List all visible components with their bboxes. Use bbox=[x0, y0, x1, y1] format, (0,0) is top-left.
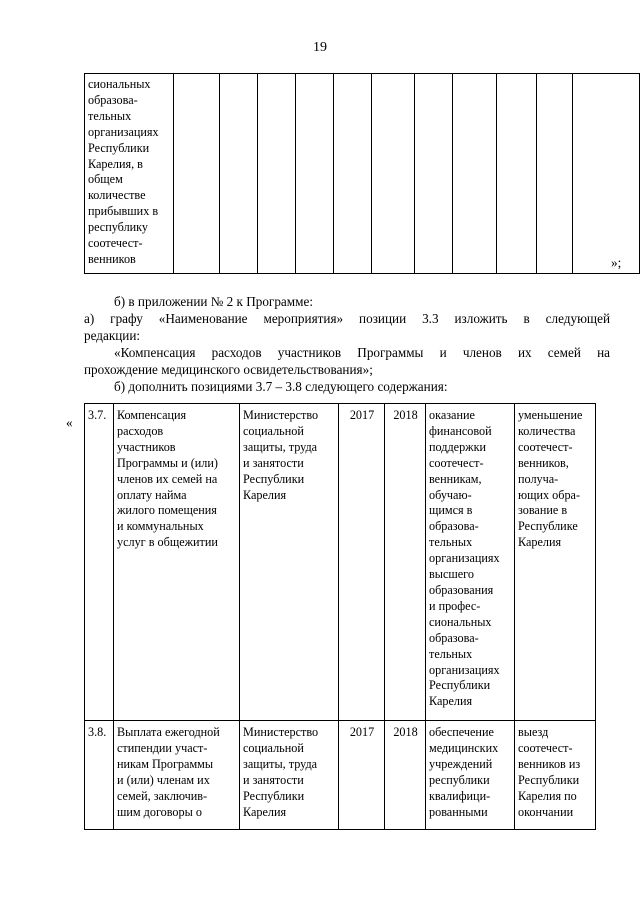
table-cell-empty bbox=[497, 74, 537, 274]
start-year: 2017 bbox=[339, 404, 385, 721]
closing-quote: »; bbox=[611, 255, 622, 270]
position-number: 3.8. bbox=[85, 721, 114, 830]
cell-line: тельных bbox=[429, 646, 473, 661]
table-row bbox=[85, 74, 640, 274]
cell-line: тельных bbox=[88, 108, 132, 123]
table-cell-empty bbox=[173, 74, 220, 274]
cell-line: Карелия bbox=[429, 694, 473, 709]
cell-line: республику bbox=[88, 220, 149, 235]
cell-line: образова- bbox=[429, 519, 479, 534]
continuation-table bbox=[84, 73, 640, 274]
cell-line: защиты, труда bbox=[243, 756, 318, 771]
cell-line: шим договоры о bbox=[117, 804, 202, 819]
cell-line: Компенсация bbox=[117, 408, 187, 422]
cell-line: обеспечение bbox=[429, 725, 494, 739]
cell-line: социальной bbox=[243, 423, 304, 438]
executor bbox=[240, 721, 339, 830]
cell-line: организациях bbox=[88, 124, 159, 139]
cell-line: зование в bbox=[518, 503, 568, 518]
cell-line: Выплата ежегодной bbox=[117, 725, 220, 739]
cell-line: щимся в bbox=[429, 503, 473, 518]
cell-line: Республики bbox=[88, 140, 150, 155]
opening-quote: « bbox=[66, 415, 73, 430]
cell-line: Республики bbox=[429, 678, 491, 693]
cell-line: и занятости bbox=[243, 772, 304, 787]
cell-line: Министерство bbox=[243, 725, 319, 739]
paragraph-quote-line: прохождение медицинского освидетельствования»; bbox=[84, 362, 373, 377]
cell-line: соотечест- bbox=[518, 740, 573, 755]
cell-line: количестве bbox=[88, 188, 146, 203]
cell-line: услуг в общежитии bbox=[117, 535, 218, 550]
cell-line: венников из bbox=[518, 756, 581, 771]
cell-line: образова- bbox=[429, 630, 479, 645]
cell-line: никам Программы bbox=[117, 756, 214, 771]
table-cell-empty bbox=[572, 74, 639, 274]
cell-line: Министерство bbox=[243, 408, 319, 422]
table-cell-text bbox=[85, 74, 174, 274]
cell-line: прибывших в bbox=[88, 204, 159, 219]
cell-line: и профес- bbox=[429, 598, 481, 613]
cell-line: финансовой bbox=[429, 423, 492, 438]
table-row bbox=[85, 721, 596, 830]
paragraph-quote-line: «Компенсация расходов участников Программы и членов их семей на bbox=[114, 345, 610, 360]
executor bbox=[240, 404, 339, 721]
table-row bbox=[85, 404, 596, 721]
cell-line: Республике bbox=[518, 519, 578, 534]
table-cell-empty bbox=[415, 74, 453, 274]
cell-line: оплату найма bbox=[117, 487, 187, 502]
goal bbox=[426, 721, 515, 830]
cell-line: Республики bbox=[243, 788, 305, 803]
paragraph-column-line: редакции: bbox=[84, 328, 141, 343]
cell-line: Карелия bbox=[518, 535, 562, 550]
table-cell-empty bbox=[220, 74, 258, 274]
cell-line: жилого помещения bbox=[117, 503, 217, 518]
cell-line: расходов bbox=[117, 423, 164, 438]
cell-line: медицинских bbox=[429, 740, 499, 755]
cell-line: членов их семей на bbox=[117, 471, 218, 486]
paragraph-add-positions: б) дополнить позициями 3.7 – 3.8 следующего содержания: bbox=[114, 379, 448, 394]
cell-line: соотечест- bbox=[429, 455, 484, 470]
cell-line: общем bbox=[88, 172, 123, 187]
cell-line: окончании bbox=[518, 804, 574, 819]
cell-line: количества bbox=[518, 423, 576, 438]
cell-line: Карелия bbox=[243, 487, 287, 502]
paragraph-column-line: а) графу «Наименование мероприятия» позиции 3.3 изложить в следующей bbox=[84, 311, 610, 326]
expected-result bbox=[515, 404, 596, 721]
table-cell-empty bbox=[536, 74, 572, 274]
cell-line: поддержки bbox=[429, 439, 487, 454]
cell-line: Республики bbox=[243, 471, 305, 486]
cell-line: венникам, bbox=[429, 471, 482, 486]
cell-line: и коммунальных bbox=[117, 519, 204, 534]
cell-line: Карелия, в bbox=[88, 156, 143, 171]
goal bbox=[426, 404, 515, 721]
cell-line: соотечест- bbox=[518, 439, 573, 454]
cell-line: и занятости bbox=[243, 455, 304, 470]
cell-line: обучаю- bbox=[429, 487, 472, 502]
cell-line: квалифици- bbox=[429, 788, 491, 803]
start-year: 2017 bbox=[339, 721, 385, 830]
cell-line: и (или) членам их bbox=[117, 772, 210, 787]
table-cell-empty bbox=[452, 74, 497, 274]
cell-line: республики bbox=[429, 772, 490, 787]
cell-line: стипендии участ- bbox=[117, 740, 208, 755]
cell-line: образова- bbox=[88, 92, 138, 107]
cell-line: оказание bbox=[429, 408, 475, 422]
cell-line: участников bbox=[117, 439, 176, 454]
cell-line: ющих обра- bbox=[518, 487, 581, 502]
table-cell-empty bbox=[295, 74, 334, 274]
cell-line: учреждений bbox=[429, 756, 493, 771]
table-cell-empty bbox=[334, 74, 372, 274]
cell-line: Республики bbox=[518, 772, 580, 787]
paragraph-appendix: б) в приложении № 2 к Программе: bbox=[114, 294, 313, 309]
cell-line: сиональных bbox=[429, 614, 492, 629]
cell-line: рованными bbox=[429, 804, 488, 819]
cell-line: Карелия по bbox=[518, 788, 577, 803]
cell-line: защиты, труда bbox=[243, 439, 318, 454]
cell-line: венников, bbox=[518, 455, 569, 470]
cell-line: сиональных bbox=[88, 77, 151, 91]
measure-name bbox=[114, 721, 240, 830]
cell-line: организациях bbox=[429, 662, 500, 677]
end-year: 2018 bbox=[385, 404, 426, 721]
positions-table bbox=[84, 403, 596, 830]
cell-line: венников bbox=[88, 251, 136, 266]
cell-line: образования bbox=[429, 582, 494, 597]
cell-line: семей, заключив- bbox=[117, 788, 208, 803]
measure-name bbox=[114, 404, 240, 721]
page-number: 19 bbox=[313, 40, 327, 55]
cell-line: тельных bbox=[429, 535, 473, 550]
cell-line: соотечест- bbox=[88, 236, 143, 251]
position-number: 3.7. bbox=[85, 404, 114, 721]
end-year: 2018 bbox=[385, 721, 426, 830]
cell-line: выезд bbox=[518, 725, 549, 739]
cell-line: Программы и (или) bbox=[117, 455, 218, 470]
cell-line: организациях bbox=[429, 551, 500, 566]
cell-line: социальной bbox=[243, 740, 304, 755]
cell-line: получа- bbox=[518, 471, 559, 486]
expected-result bbox=[515, 721, 596, 830]
table-cell-empty bbox=[371, 74, 415, 274]
cell-line: высшего bbox=[429, 567, 474, 582]
table-cell-empty bbox=[257, 74, 295, 274]
cell-line: Карелия bbox=[243, 804, 287, 819]
cell-line: уменьшение bbox=[518, 408, 583, 422]
